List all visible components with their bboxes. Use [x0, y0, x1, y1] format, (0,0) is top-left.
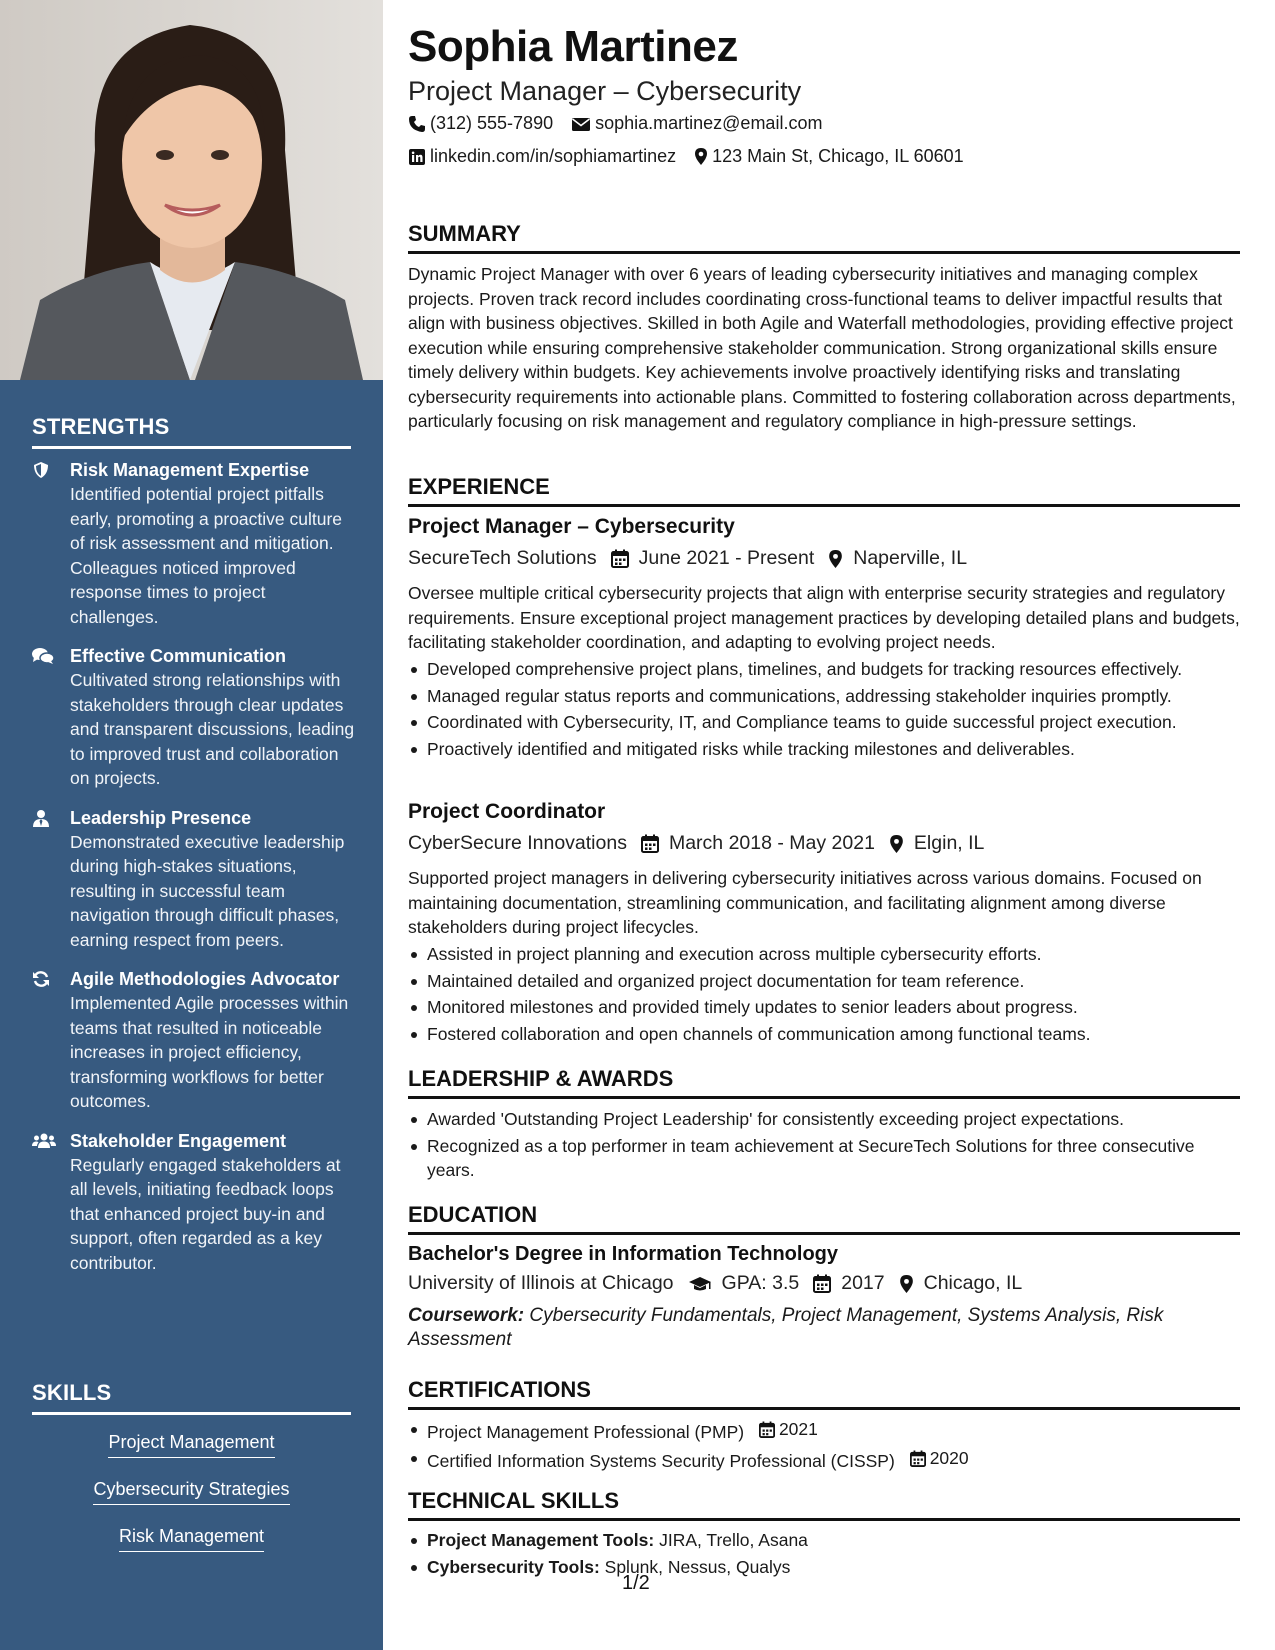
list-item: Assisted in project planning and execution across multiple cybersecurity efforts. — [408, 942, 1240, 967]
strength-title: Effective Communication — [70, 646, 287, 666]
linkedin-text: linkedin.com/in/sophiamartinez — [430, 146, 677, 166]
job-title: Project Manager – Cybersecurity — [408, 515, 735, 538]
email-contact[interactable] — [571, 113, 822, 134]
strength-item — [32, 1129, 357, 1276]
list-item — [408, 1417, 1240, 1444]
map-marker-icon — [889, 834, 904, 854]
list-item: Fostered collaboration and open channels of communication among functional teams. — [408, 1022, 1240, 1047]
address-contact — [694, 146, 964, 167]
list-item: Maintained detailed and organized project documentation for team reference. — [408, 969, 1240, 994]
awards-heading: LEADERSHIP & AWARDS — [408, 1066, 1240, 1099]
job-bullets — [408, 657, 1240, 763]
user-tie-icon — [32, 806, 70, 953]
calendar-icon — [759, 1421, 775, 1438]
map-marker-icon — [899, 1274, 914, 1294]
strength-title: Agile Methodologies Advocator — [70, 969, 340, 989]
technical-skills-heading: TECHNICAL SKILLS — [408, 1488, 1240, 1521]
job-dates: June 2021 - Present — [638, 547, 815, 569]
strength-item — [32, 644, 357, 791]
job-description: Supported project managers in delivering cybersecurity initiatives across various domains. Focused on maintaining documentation, streamlining communication, and facilitating alignment among diverse stakeholders during project lifecycles. — [408, 868, 1202, 937]
tech-skill-value: Splunk, Nessus, Qualys — [604, 1556, 791, 1577]
school-location: Chicago, IL — [923, 1272, 1023, 1294]
list-item: Developed comprehensive project plans, timelines, and budgets for tracking resources effectively. — [408, 657, 1240, 682]
list-item — [408, 1528, 1240, 1553]
contact-row — [408, 146, 982, 167]
skill-item: Project Management — [108, 1430, 274, 1458]
map-marker-icon — [828, 549, 843, 569]
candidate-name: Sophia Martinez — [408, 22, 738, 71]
degree-title: Bachelor's Degree in Information Technology — [408, 1243, 839, 1265]
sidebar — [0, 0, 383, 1650]
strength-description: Identified potential project pitfalls early, promoting a proactive culture of risk assessment and mitigation. Colleagues noticed improved response times to project challenges. — [70, 484, 343, 627]
education-heading: EDUCATION — [408, 1202, 1240, 1235]
strength-item — [32, 458, 357, 629]
strength-item — [32, 967, 357, 1114]
job-dates: March 2018 - May 2021 — [668, 832, 875, 854]
strength-title: Leadership Presence — [70, 807, 252, 828]
calendar-icon — [910, 1450, 926, 1467]
phone-text: (312) 555-7890 — [430, 113, 554, 133]
job-title: Project Coordinator — [408, 800, 606, 823]
gpa-text: GPA: 3.5 — [721, 1272, 800, 1294]
users-icon — [32, 1129, 70, 1276]
cert-name: Certified Information Systems Security Professional (CISSP) — [427, 1451, 895, 1471]
skills-heading: SKILLS — [32, 1380, 351, 1415]
job-location: Elgin, IL — [913, 832, 985, 854]
graduation-cap-icon — [688, 1275, 712, 1293]
strength-description: Regularly engaged stakeholders at all levels, initiating feedback loops that enhanced project buy-in and support, often regarded as a key contributor. — [70, 1154, 341, 1273]
contact-row — [408, 113, 840, 134]
calendar-icon — [611, 549, 629, 568]
list-item — [408, 1555, 1240, 1580]
tech-skill-label: Cybersecurity Tools: — [427, 1556, 600, 1577]
strength-title: Risk Management Expertise — [70, 460, 310, 480]
experience-heading: EXPERIENCE — [408, 474, 1240, 507]
tech-skill-value: JIRA, Trello, Asana — [659, 1530, 808, 1550]
graduation-year: 2017 — [841, 1272, 885, 1294]
skill-item: Cybersecurity Strategies — [93, 1477, 289, 1505]
cert-name: Project Management Professional (PMP) — [427, 1421, 745, 1442]
strength-item — [32, 806, 357, 953]
summary-heading: SUMMARY — [408, 221, 1240, 254]
skill-item: Risk Management — [119, 1524, 264, 1552]
shield-icon — [32, 458, 70, 629]
strengths-heading: STRENGTHS — [32, 414, 351, 449]
strength-title: Stakeholder Engagement — [70, 1130, 287, 1151]
skills-list — [32, 1430, 351, 1571]
cert-year: 2021 — [778, 1419, 818, 1439]
company-name: CyberSecure Innovations — [408, 832, 627, 854]
certifications-list — [408, 1417, 1240, 1476]
strength-description: Cultivated strong relationships with stakeholders through clear updates and transparent discussions, leading to improved trust and collaboration on projects. — [70, 670, 355, 788]
calendar-icon — [641, 834, 659, 853]
linkedin-icon — [408, 148, 426, 166]
list-item: Awarded 'Outstanding Project Leadership' for consistently exceeding project expectations. — [408, 1107, 1240, 1132]
envelope-icon — [571, 116, 591, 132]
list-item — [408, 1446, 1240, 1473]
job-description: Oversee multiple critical cybersecurity projects that align with enterprise security strategies and regulatory requirements. Ensure exceptional project management practices by developing detailed plans and budgets, facilitating stakeholder coordination, and adapting to evolving project needs. — [408, 583, 1240, 652]
list-item: Managed regular status reports and communications, addressing stakeholder inquiries promptly. — [408, 684, 1240, 709]
list-item: Proactively identified and mitigated risks while tracking milestones and deliverables. — [408, 737, 1240, 762]
list-item: Monitored milestones and provided timely updates to senior leaders about progress. — [408, 995, 1240, 1020]
school-name: University of Illinois at Chicago — [408, 1272, 674, 1294]
phone-icon — [408, 115, 426, 133]
coursework-text: Cybersecurity Fundamentals, Project Management, Systems Analysis, Risk Assessment — [408, 1305, 1164, 1350]
education-meta — [408, 1272, 1036, 1295]
sync-icon — [32, 967, 70, 1114]
job-bullets — [408, 942, 1240, 1048]
list-item: Coordinated with Cybersecurity, IT, and Compliance teams to guide successful project execution. — [408, 710, 1240, 735]
job-location: Naperville, IL — [853, 547, 968, 569]
strength-description: Implemented Agile processes within teams that resulted in noticeable increases in project efficiency, transforming workflows for better outcomes. — [70, 993, 349, 1111]
job-meta — [408, 832, 998, 855]
strength-description: Demonstrated executive leadership during high-stakes situations, resulting in successful team navigation through difficult phases, earning respect from peers. — [70, 831, 345, 950]
list-item: Recognized as a top performer in team achievement at SecureTech Solutions for three consecutive years. — [408, 1134, 1240, 1183]
map-marker-icon — [694, 147, 708, 166]
address-text: 123 Main St, Chicago, IL 60601 — [712, 146, 964, 166]
certifications-heading: CERTIFICATIONS — [408, 1377, 1240, 1410]
strengths-list — [32, 458, 357, 1290]
comments-icon — [32, 644, 70, 791]
candidate-title: Project Manager – Cybersecurity — [408, 76, 802, 106]
linkedin-contact[interactable] — [408, 146, 676, 167]
tech-skill-label: Project Management Tools: — [427, 1530, 655, 1550]
coursework-label: Coursework: — [408, 1305, 525, 1326]
profile-photo — [0, 0, 383, 380]
company-name: SecureTech Solutions — [408, 547, 597, 569]
cert-year: 2020 — [929, 1448, 969, 1469]
phone-contact[interactable] — [408, 113, 553, 134]
awards-list — [408, 1107, 1240, 1185]
page-number: 1/2 — [622, 1572, 650, 1594]
email-text: sophia.martinez@email.com — [595, 113, 823, 133]
summary-text: Dynamic Project Manager with over 6 years of leading cybersecurity initiatives and managing complex projects. Proven track record includes coordinating cross-functional teams to deliver impactful results that align with business objectives. Skilled in both Agile and Waterfall methodologies, providing effective project execution while ensuring comprehensive stakeholder communication. Strong organizational skills ensure timely delivery within budgets. Key achievements involve proactively identifying risks and translating cybersecurity requirements into actionable plans. Committed to fostering collaboration across departments, particularly focusing on risk management and regulatory compliance in high-pressure settings. — [408, 264, 1236, 431]
job-meta — [408, 547, 981, 570]
technical-skills-list — [408, 1528, 1240, 1581]
coursework — [408, 1304, 1240, 1352]
portrait-image — [0, 0, 383, 380]
calendar-icon — [813, 1274, 831, 1293]
